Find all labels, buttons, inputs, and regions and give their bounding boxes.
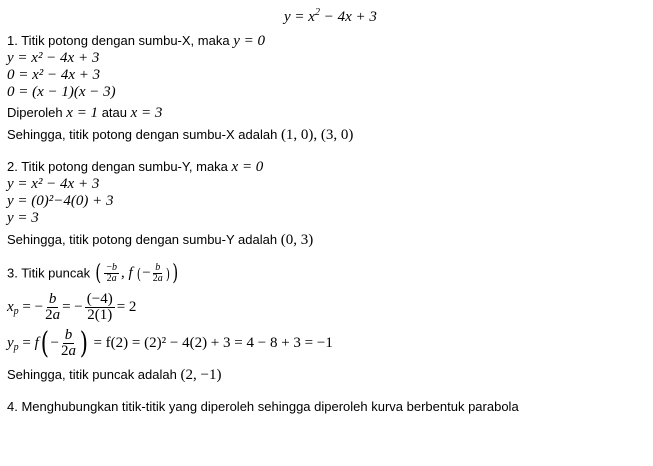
vertex-formula: ( $\frac{-b}{2a}$ , f (− $\frac{b}{2a}$ )) [95,260,178,286]
section-3-title [7,258,179,289]
section-2-line-3: y = 3 [7,210,39,226]
section-1-line-2: 0 = x² − 4x + 3 [7,67,101,83]
vertex-point: (2, −1) [180,367,222,383]
yp-formula: $y_p = f$( − $\frac{b}{2a}$ ) = f(2) = (2)² − 4(2) + 3 = 4 − 8 + 3 = −1 [7,325,333,361]
section-1-conclusion [7,127,353,143]
section-3-conclusion [7,367,221,383]
root-1: x = 1 [66,105,99,121]
y-intercept: (0, 3) [280,232,314,248]
x-intercepts: (1, 0), (3, 0) [280,127,354,143]
equation-header: $y = x^2 - 4x + 3$ [284,7,377,25]
section-2-title-text: 2. Titik potong dengan sumbu-Y, maka [7,159,228,174]
section-2-line-2: y = (0)²−4(0) + 3 [7,193,114,209]
xp-formula: $x_p$ = − $\frac{b}{2a}$ = − $\frac{(-4)}{2(1)}$ = 2 [7,291,137,324]
section-1-conclusion-text: Sehingga, titik potong dengan sumbu-X adalah [7,127,278,142]
section-1-line-4 [7,105,162,121]
yp-result: = f(2) = (2)² − 4(2) + 3 = 4 − 8 + 3 = −1 [93,335,333,351]
section-1-title-text: 1. Titik potong dengan sumbu-X, maka [7,33,230,48]
section-2-title [7,159,263,175]
section-2-conclusion-text: Sehingga, titik potong dengan sumbu-Y adalah [7,232,278,247]
section-3-title-text: 3. Titik puncak [7,265,91,281]
root-2: x = 3 [130,105,163,121]
atau-label: atau [101,105,127,120]
section-1-title [7,33,265,49]
section-2-line-1: y = x² − 4x + 3 [7,176,100,192]
section-4-text: 4. Menghubungkan titik-titik yang diperoleh sehingga diperoleh kurva berbentuk parabola [7,399,519,414]
section-1-condition: y = 0 [233,33,265,49]
section-1-line-1: y = x² − 4x + 3 [7,50,100,66]
diperoleh-label: Diperoleh [7,105,63,120]
section-2-condition: x = 0 [231,159,264,175]
xp-result: = 2 [116,299,137,315]
section-1-line-3: 0 = (x − 1)(x − 3) [7,84,116,100]
section-3-conclusion-text: Sehingga, titik puncak adalah [7,367,177,382]
section-2-conclusion [7,232,313,248]
